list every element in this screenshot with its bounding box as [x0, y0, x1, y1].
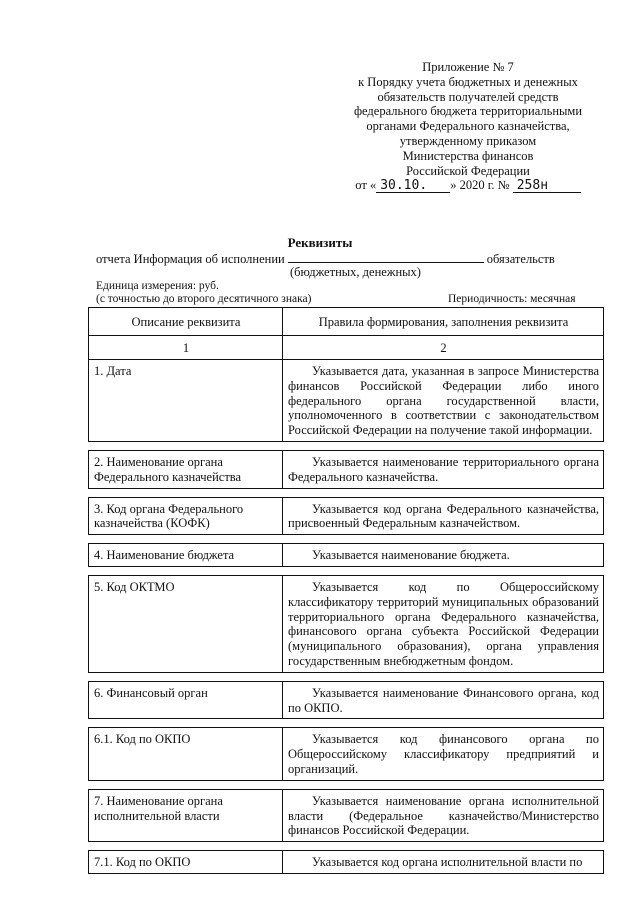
requisite-name: 1. Дата [89, 360, 283, 442]
table-row [89, 575, 604, 672]
requisite-rule: Указывается код по Общероссийскому классификатору территорий муниципальных образований территориального органа Федерального казначейства, финансового органа субъекта Российской Федерации (муниципального образования), органа управления государственным внебюджетным фондом. [283, 575, 604, 672]
report-subtitle: (бюджетных, денежных) [290, 265, 421, 279]
appendix-line: Министерства финансов [402, 148, 534, 163]
table-row [89, 789, 604, 841]
table-row [89, 497, 604, 535]
requisite-name: 3. Код органа Федерального казначейства (КОФК) [89, 497, 283, 535]
appendix-line: Приложение № 7 [422, 60, 514, 74]
row-separator [89, 780, 604, 789]
table-row [89, 851, 604, 874]
table-row [89, 728, 604, 780]
date-middle: » 2020 г. № [450, 178, 510, 193]
column-number: 1 [89, 336, 283, 360]
column-header-rules: Правила формирования, заполнения реквизита [283, 308, 604, 336]
requisite-name: 5. Код ОКТМО [89, 575, 283, 672]
row-separator [89, 488, 604, 497]
report-suffix: обязательств [486, 252, 555, 266]
requisite-name: 6.1. Код по ОКПО [89, 728, 283, 780]
row-separator [89, 566, 604, 575]
row-separator [89, 719, 604, 728]
requisite-rule: Указывается код органа исполнительной власти по [283, 851, 604, 874]
requisite-name: 7.1. Код по ОКПО [89, 851, 283, 874]
column-header-description: Описание реквизита [89, 308, 283, 336]
row-separator [89, 842, 604, 851]
requisite-name: 4. Наименование бюджета [89, 544, 283, 567]
requisites-table [88, 307, 604, 874]
handwritten-number: 258н [513, 179, 581, 193]
appendix-block [346, 60, 590, 193]
appendix-line: Российской Федерации [406, 163, 530, 178]
table-row [89, 544, 604, 567]
unit-label: Единица измерения: руб. [96, 280, 219, 292]
table-row [89, 681, 604, 719]
precision-note: (с точностью до второго десятичного знака) [96, 293, 312, 305]
requisite-rule: Указывается код органа Федерального казначейства, присвоенный Федеральным казначейством. [283, 497, 604, 535]
row-separator [89, 441, 604, 450]
requisite-rule: Указывается код финансового органа по Общероссийскому классификатору предприятий и организаций. [283, 728, 604, 780]
table-number-row [89, 336, 604, 360]
table-row [89, 360, 604, 442]
requisite-rule: Указывается дата, указанная в запросе Министерства финансов Российской Федерации либо иного федерального органа государственной власти, уполномоченного в соответствии с законодательством Российской Федерации на получение такой информации. [283, 360, 604, 442]
requisites-title: Реквизиты [287, 235, 353, 250]
appendix-line: утвержденному приказом [399, 133, 537, 148]
table-row [89, 450, 604, 488]
appendix-line: к Порядку учета бюджетных и денежных [358, 74, 578, 89]
requisite-rule: Указывается наименование органа исполнительной власти (Федеральное казначейство/Министерство финансов Российской Федерации. [283, 789, 604, 841]
row-separator [89, 672, 604, 681]
column-number: 2 [283, 336, 604, 360]
requisite-name: 6. Финансовый орган [89, 681, 283, 719]
requisite-name: 7. Наименование органа исполнительной власти [89, 789, 283, 841]
requisite-rule: Указывается наименование Финансового органа, код по ОКПО. [283, 681, 604, 719]
appendix-line: органами Федерального казначейства, [366, 119, 570, 134]
report-prefix: отчета Информация об исполнении [96, 252, 285, 266]
appendix-line: обязательств получателей средств [377, 89, 559, 104]
requisite-rule: Указывается наименование бюджета. [283, 544, 604, 567]
table-header-row [89, 308, 604, 336]
order-date-line [346, 178, 590, 193]
handwritten-date: 30.10. [376, 179, 450, 193]
date-prefix: от « [355, 178, 377, 193]
requisite-name: 2. Наименование органа Федерального казначейства [89, 450, 283, 488]
appendix-line: федерального бюджета территориальными [353, 104, 583, 119]
requisite-rule: Указывается наименование территориального органа Федерального казначейства. [283, 450, 604, 488]
row-separator [89, 535, 604, 544]
report-blank-line [288, 251, 484, 263]
periodicity-label: Периодичность: месячная [448, 293, 576, 305]
